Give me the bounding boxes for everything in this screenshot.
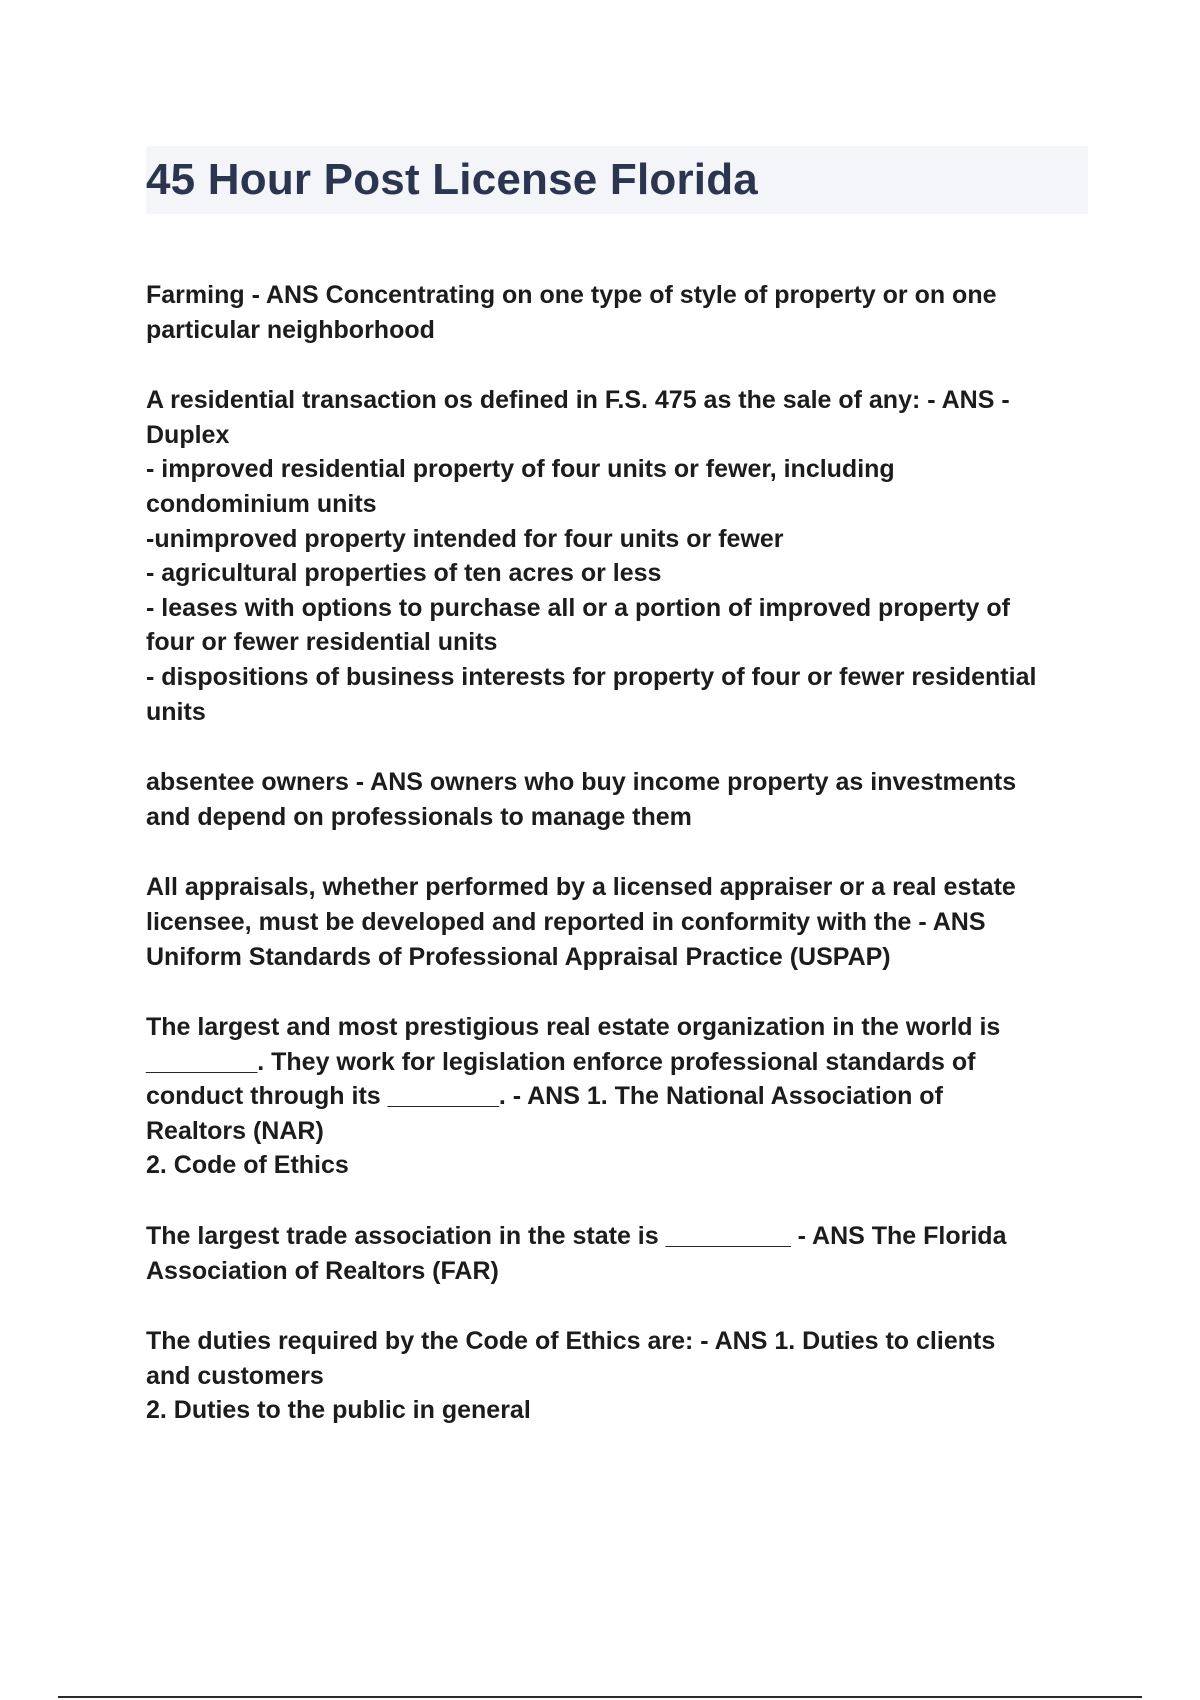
qa-line: A residential transaction os defined in F.S. 475 as the sale of any: - ANS - [146, 386, 1010, 415]
qa-line: and customers [146, 1361, 324, 1390]
qa-line: - improved residential property of four units or fewer, including [146, 455, 895, 484]
qa-item-code-of-ethics-duties [146, 1324, 1096, 1428]
qa-item-absentee-owners [146, 765, 1096, 834]
qa-item-farming [146, 278, 1096, 347]
qa-line: conduct through its ________. - ANS 1. The National Association of [146, 1082, 943, 1111]
qa-line: - leases with options to purchase all or a portion of improved property of [146, 593, 1010, 622]
qa-line: particular neighborhood [146, 315, 435, 344]
qa-line: - dispositions of business interests for property of four or fewer residential [146, 662, 1037, 691]
qa-line: 2. Duties to the public in general [146, 1396, 531, 1425]
document-title: 45 Hour Post License Florida [146, 155, 758, 204]
qa-line: Farming - ANS Concentrating on one type of style of property or on one [146, 281, 997, 309]
qa-line: condominium units [146, 489, 377, 518]
qa-line: licensee, must be developed and reported in conformity with the - ANS [146, 907, 986, 936]
qa-line: Realtors (NAR) [146, 1116, 324, 1145]
qa-item-appraisals [146, 870, 1096, 974]
qa-item-trade-association [146, 1219, 1096, 1288]
qa-line: Association of Realtors (FAR) [146, 1256, 499, 1285]
qa-line: 2. Code of Ethics [146, 1151, 349, 1180]
footer-divider [58, 1696, 1142, 1698]
qa-line: All appraisals, whether performed by a licensed appraiser or a real estate [146, 873, 1016, 902]
qa-line: The largest and most prestigious real estate organization in the world is [146, 1013, 1001, 1042]
qa-line: four or fewer residential units [146, 628, 498, 657]
qa-line: Duplex [146, 420, 230, 449]
qa-line: absentee owners - ANS owners who buy income property as investments [146, 768, 1017, 797]
qa-line: - agricultural properties of ten acres or less [146, 559, 662, 588]
qa-line: units [146, 697, 206, 726]
qa-line: The largest trade association in the state is _________ - ANS The Florida [146, 1222, 1007, 1251]
qa-line: -unimproved property intended for four units or fewer [146, 524, 784, 553]
qa-item-largest-organization [146, 1010, 1096, 1183]
title-banner [146, 146, 1088, 214]
qa-item-residential-transaction [146, 383, 1096, 729]
qa-line: The duties required by the Code of Ethics are: - ANS 1. Duties to clients [146, 1327, 996, 1356]
qa-line: Uniform Standards of Professional Appraisal Practice (USPAP) [146, 942, 891, 971]
qa-line: ________. They work for legislation enforce professional standards of [146, 1047, 976, 1076]
qa-list [146, 278, 1096, 1464]
qa-line: and depend on professionals to manage them [146, 802, 692, 831]
